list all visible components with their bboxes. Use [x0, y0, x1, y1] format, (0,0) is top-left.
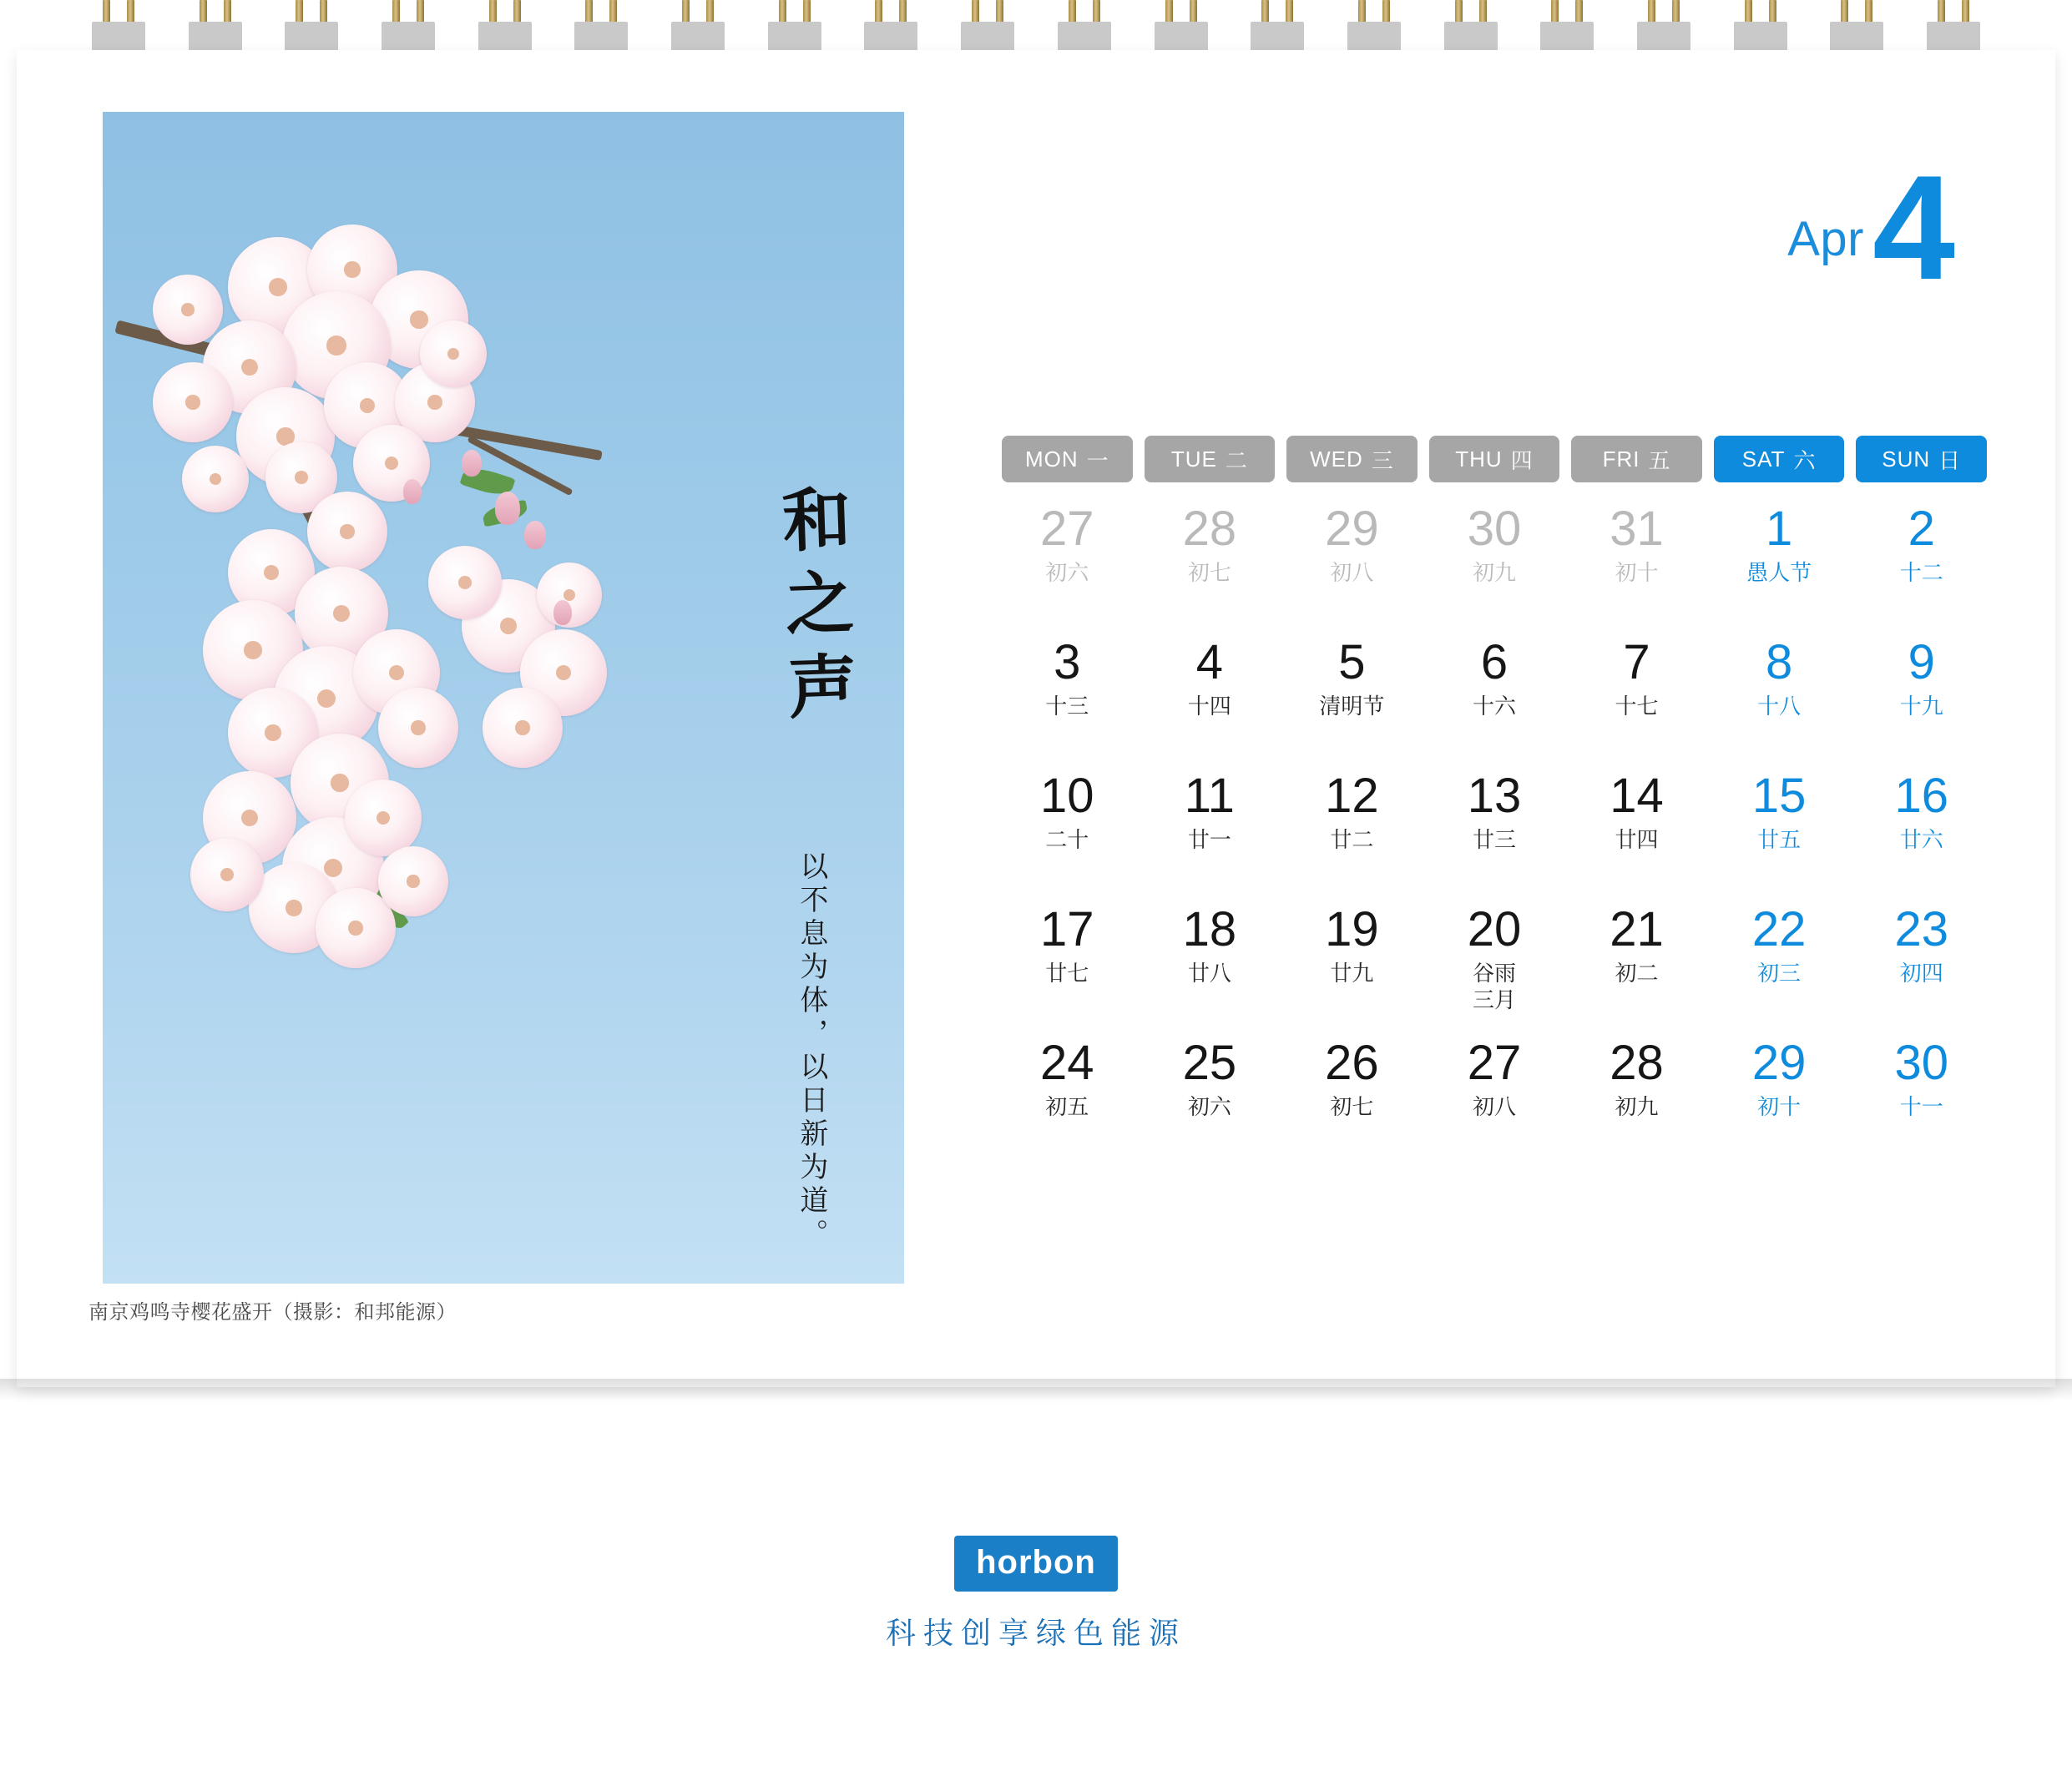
- day-lunar-label: 谷雨 三月: [1472, 961, 1516, 1014]
- blossom: [153, 275, 223, 345]
- day-number: 30: [1894, 1036, 1948, 1090]
- footer: [0, 1536, 2072, 1652]
- day-lunar-label: 初八: [1472, 1094, 1516, 1120]
- day-lunar-label: 初二: [1615, 961, 1659, 986]
- weekday-label-en: MON: [1024, 446, 1079, 472]
- day-number: 10: [1040, 769, 1094, 823]
- day-number: 5: [1338, 635, 1366, 689]
- day-cell[interactable]: [1571, 771, 1702, 888]
- day-number: 28: [1182, 502, 1237, 556]
- month-english: Apr: [1787, 211, 1864, 266]
- weekday-label-en: TUE: [1170, 446, 1217, 472]
- weekday-label-cn: 一: [1086, 448, 1109, 474]
- day-lunar-label: 十八: [1757, 694, 1802, 719]
- day-number: 31: [1610, 502, 1664, 556]
- day-number: 8: [1766, 635, 1793, 689]
- blossom: [428, 546, 502, 619]
- day-cell[interactable]: [1856, 1038, 1987, 1155]
- day-number: 20: [1467, 902, 1522, 956]
- weekday-label-cn: 六: [1793, 448, 1817, 474]
- weekday-label-cn: 三: [1371, 448, 1394, 474]
- day-cell[interactable]: [1286, 902, 1418, 1022]
- day-number: 4: [1195, 635, 1223, 689]
- day-number: 25: [1182, 1036, 1237, 1090]
- day-lunar-label: 廿九: [1330, 961, 1374, 986]
- day-lunar-label: 初七: [1330, 1094, 1374, 1120]
- blossom: [190, 838, 264, 911]
- day-number: 27: [1467, 1036, 1522, 1090]
- day-number: 1: [1766, 502, 1793, 556]
- day-number: 24: [1040, 1036, 1094, 1090]
- day-lunar-label: 初十: [1757, 1094, 1802, 1120]
- day-number: 9: [1908, 635, 1935, 689]
- day-number: 27: [1040, 502, 1094, 556]
- day-number: 13: [1467, 769, 1522, 823]
- day-lunar-label: 初八: [1330, 560, 1374, 586]
- day-number: 14: [1610, 769, 1664, 823]
- month-number: 4: [1872, 144, 1955, 310]
- day-number: 2: [1908, 502, 1935, 556]
- day-cell[interactable]: [1145, 504, 1276, 621]
- day-cell[interactable]: [1714, 504, 1845, 621]
- day-cell[interactable]: [1714, 771, 1845, 888]
- day-cell[interactable]: [1286, 1038, 1418, 1155]
- calligraphy-verse: 以不息为体，以日新为道。: [794, 851, 828, 1252]
- day-lunar-label: 初五: [1045, 1094, 1089, 1120]
- day-cell[interactable]: [1145, 1038, 1276, 1155]
- day-cell[interactable]: [1429, 771, 1560, 888]
- day-cell[interactable]: [1429, 504, 1560, 621]
- day-cell[interactable]: [1002, 1038, 1133, 1155]
- blossom: [378, 846, 448, 916]
- day-lunar-label: 初六: [1045, 560, 1089, 586]
- day-lunar-label: 十四: [1187, 694, 1231, 719]
- day-number: 29: [1751, 1036, 1807, 1090]
- calligraphy-block: [751, 482, 877, 1252]
- desk-fold-shadow: [0, 1379, 2072, 1400]
- day-cell[interactable]: [1145, 635, 1276, 754]
- day-cell[interactable]: [1856, 902, 1987, 1022]
- flower-bud: [553, 600, 572, 625]
- weekday-label-en: SUN: [1882, 446, 1931, 472]
- weekday-header-row: [1002, 436, 1987, 482]
- day-lunar-label: 廿三: [1472, 827, 1516, 853]
- month-header: [1787, 144, 1955, 310]
- calendar-sheet: [17, 50, 2055, 1387]
- day-cell[interactable]: [1002, 771, 1133, 888]
- day-number: 19: [1325, 902, 1379, 956]
- day-number: 28: [1610, 1036, 1664, 1090]
- flower-bud: [403, 479, 422, 504]
- brand-slogan: 科技创享绿色能源: [885, 1617, 1186, 1651]
- day-lunar-label: 清明节: [1319, 694, 1385, 719]
- day-lunar-label: 廿二: [1330, 827, 1374, 853]
- weekday-fri: [1571, 436, 1702, 482]
- day-number: 17: [1040, 902, 1094, 956]
- day-number: 21: [1610, 902, 1664, 956]
- weekday-thu: [1429, 436, 1560, 482]
- day-lunar-label: 十七: [1615, 694, 1659, 719]
- day-cell[interactable]: [1856, 771, 1987, 888]
- weekday-label-cn: 四: [1510, 448, 1534, 474]
- day-number: 11: [1184, 769, 1235, 823]
- flower-bud: [462, 450, 482, 477]
- photo-caption: 南京鸡鸣寺樱花盛开（摄影：和邦能源）: [88, 1300, 457, 1324]
- day-lunar-label: 初九: [1615, 1094, 1659, 1120]
- day-lunar-label: 廿七: [1045, 961, 1089, 986]
- day-cell[interactable]: [1571, 635, 1702, 754]
- day-cell[interactable]: [1429, 635, 1560, 754]
- weekday-label-en: THU: [1455, 446, 1503, 472]
- weekday-label-en: SAT: [1741, 446, 1786, 472]
- calendar-grid: [1002, 436, 1987, 1155]
- day-lunar-label: 二十: [1045, 827, 1089, 853]
- day-number: 29: [1325, 502, 1379, 556]
- day-number: 7: [1623, 635, 1650, 689]
- day-number: 15: [1751, 769, 1807, 823]
- day-lunar-label: 廿四: [1615, 827, 1659, 853]
- day-cell[interactable]: [1571, 1038, 1702, 1155]
- weekday-sun: [1856, 436, 1987, 482]
- day-cells: [1002, 504, 1987, 1155]
- weekday-tue: [1145, 436, 1276, 482]
- day-lunar-label: 愚人节: [1746, 560, 1812, 586]
- day-cell[interactable]: [1145, 902, 1276, 1022]
- day-cell[interactable]: [1286, 504, 1418, 621]
- day-number: 30: [1467, 502, 1522, 556]
- day-cell[interactable]: [1856, 635, 1987, 754]
- blossom: [345, 780, 422, 856]
- brand-logo: horbon: [954, 1536, 1118, 1592]
- day-number: 12: [1325, 769, 1379, 823]
- day-number: 23: [1894, 902, 1948, 956]
- day-lunar-label: 廿五: [1757, 827, 1802, 853]
- weekday-label-cn: 二: [1225, 448, 1248, 474]
- weekday-sat: [1714, 436, 1845, 482]
- blossom: [420, 320, 487, 387]
- day-number: 26: [1325, 1036, 1379, 1090]
- day-number: 16: [1894, 769, 1948, 823]
- blossom: [378, 688, 458, 768]
- day-cell[interactable]: [1002, 504, 1133, 621]
- day-cell[interactable]: [1714, 1038, 1845, 1155]
- day-cell[interactable]: [1571, 902, 1702, 1022]
- blossom: [483, 688, 563, 768]
- day-lunar-label: 十九: [1899, 694, 1943, 719]
- weekday-label-en: WED: [1310, 446, 1363, 472]
- flower-bud: [524, 521, 546, 549]
- blossom: [153, 362, 233, 442]
- day-cell[interactable]: [1714, 635, 1845, 754]
- day-lunar-label: 初七: [1187, 560, 1231, 586]
- weekday-wed: [1286, 436, 1418, 482]
- day-lunar-label: 十二: [1899, 560, 1943, 586]
- day-lunar-label: 十一: [1899, 1094, 1943, 1120]
- day-lunar-label: 初三: [1757, 961, 1802, 986]
- day-cell[interactable]: [1714, 902, 1845, 1022]
- day-number: 6: [1480, 635, 1509, 689]
- day-cell[interactable]: [1286, 771, 1418, 888]
- day-lunar-label: 初十: [1615, 560, 1659, 586]
- day-lunar-label: 廿一: [1187, 827, 1231, 853]
- day-cell[interactable]: [1002, 635, 1133, 754]
- day-lunar-label: 十六: [1472, 694, 1516, 719]
- day-cell[interactable]: [1429, 1038, 1560, 1155]
- day-number: 3: [1054, 635, 1081, 689]
- day-lunar-label: 初四: [1899, 961, 1943, 986]
- day-lunar-label: 十三: [1045, 694, 1089, 719]
- day-lunar-label: 廿八: [1187, 961, 1231, 986]
- day-cell[interactable]: [1856, 504, 1987, 621]
- day-lunar-label: 廿六: [1899, 827, 1943, 853]
- day-cell[interactable]: [1429, 902, 1560, 1022]
- day-cell[interactable]: [1145, 771, 1276, 888]
- blossom: [307, 492, 387, 572]
- weekday-label-cn: 五: [1648, 448, 1671, 474]
- day-number: 18: [1182, 902, 1237, 956]
- weekday-label-cn: 日: [1938, 448, 1962, 474]
- weekday-mon: [1002, 436, 1133, 482]
- day-lunar-label: 初九: [1472, 560, 1516, 586]
- day-number: 22: [1751, 902, 1807, 956]
- day-cell[interactable]: [1571, 504, 1702, 621]
- day-cell[interactable]: [1002, 902, 1133, 1022]
- flower-bud: [495, 492, 520, 525]
- day-lunar-label: 初六: [1187, 1094, 1231, 1120]
- day-cell[interactable]: [1286, 635, 1418, 754]
- calligraphy-title: 和之声: [770, 482, 859, 736]
- blossom: [182, 446, 249, 512]
- weekday-label-en: FRI: [1602, 446, 1640, 472]
